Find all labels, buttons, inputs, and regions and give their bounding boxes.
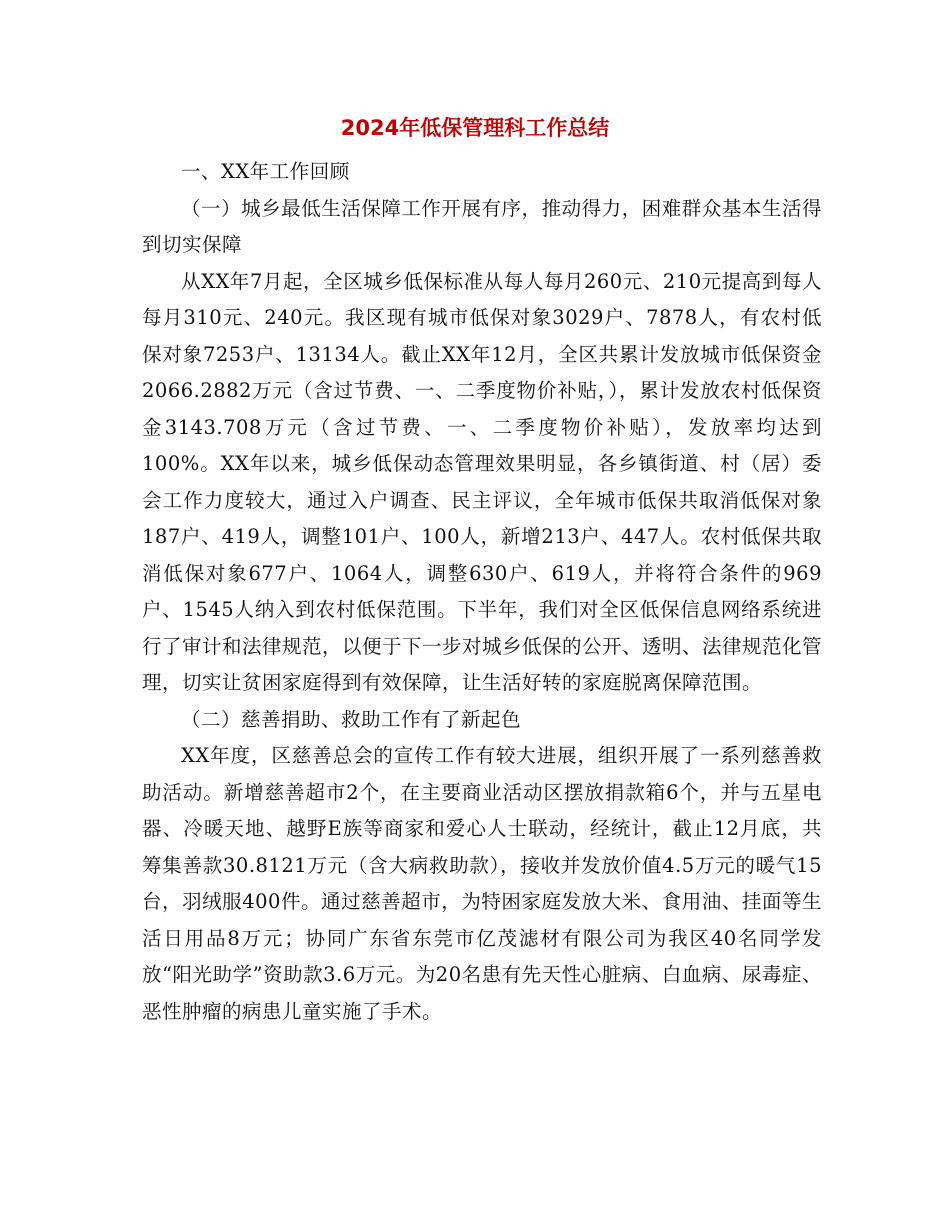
subsection-heading-charity: （二）慈善捐助、救助工作有了新起色 xyxy=(181,707,522,731)
subsection-heading-minimum-living: （一）城乡最低生活保障工作开展有序，推动得力，困难群众基本生活得到切实保障 xyxy=(142,196,822,256)
section-heading-review: 一、XX年工作回顾 xyxy=(181,160,350,183)
paragraph-charity: XX年度，区慈善总会的宣传工作有较大进展，组织开展了一系列慈善救助活动。新增慈善超市2个，在主要商业活动区摆放捐款箱6个，并与五星电器、冷暖天地、越野E族等商家和爱心人士联动，经统计，截止12月底，共筹集善款30.8121万元（含大病救助款），接收并发放价值4.5万元的暖气15台，羽绒服400件。通过慈善超市，为特困家庭发放大米、食用油、挂面等生活日用品8万元；协同广东省东莞市亿茂滤材有限公司为我区40名同学发放“阳光助学”资助款3.6万元。为20名患有先天性心脏病、白血病、尿毒症、恶性肿瘤的病患儿童实施了手术。 xyxy=(142,744,822,1023)
document-title: 2024年低保管理科工作总结 xyxy=(340,116,610,140)
document-body xyxy=(142,154,822,1030)
paragraph-minimum-living: 从XX年7月起，全区城乡低保标准从每人每月260元、210元提高到每人每月310元、240元。我区现有城市低保对象3029户、7878人，有农村低保对象7253户、13134人。截止XX年12月，全区共累计发放城市低保资金2066.2882万元（含过节费、一、二季度物价补贴，），累计发放农村低保资金3143.708万元（含过节费、一、二季度物价补贴），发放率均达到100%。XX年以来，城乡低保动态管理效果明显，各乡镇街道、村（居）委会工作力度较大，通过入户调查、民主评议，全年城市低保共取消低保对象187户、419人，调整101户、100人，新增213户、447人。农村低保共取消低保对象677户、1064人，调整630户、619人，并将符合条件的969户、1545人纳入到农村低保范围。下半年，我们对全区低保信息网络系统进行了审计和法律规范，以便于下一步对城乡低保的公开、透明、法律规范化管理，切实让贫困家庭得到有效保障，让生活好转的家庭脱离保障范围。 xyxy=(142,269,823,694)
